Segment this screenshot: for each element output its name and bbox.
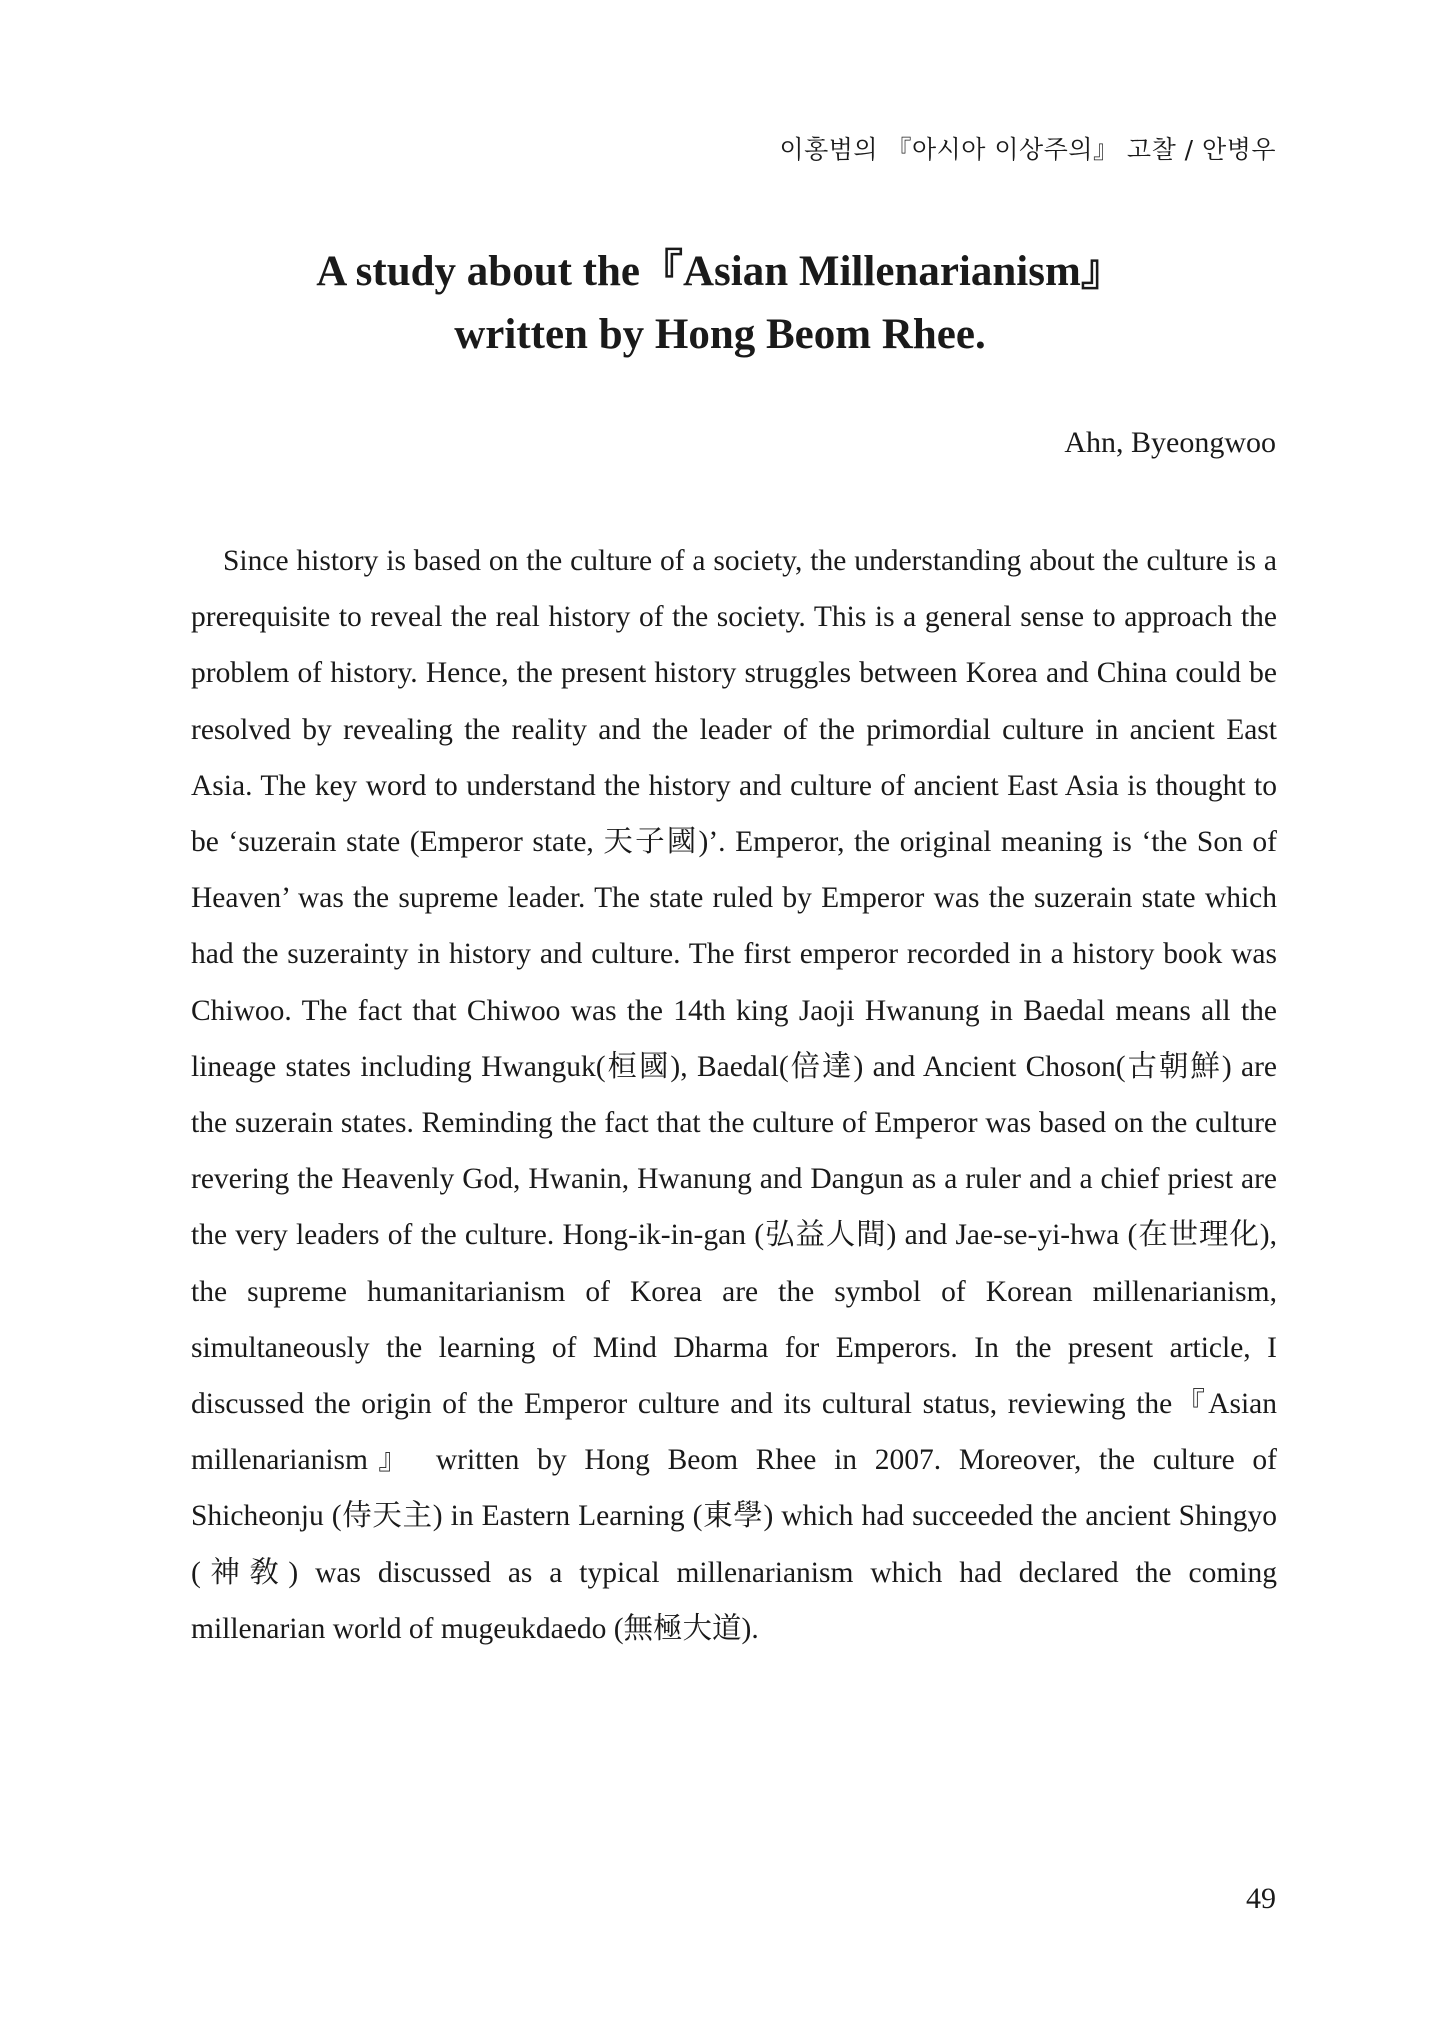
title-line-2: written by Hong Beom Rhee. (454, 311, 986, 358)
title-line-1: A study about the『Asian Millenarianism』 (316, 248, 1124, 295)
abstract-paragraph: Since history is based on the culture of a society, the understanding about the culture is a prerequisite to reveal the real history of the society. This is a general sense to approach the problem of history. Hence, the present history struggles between Korea and China could be resolved by revealing the reality and the leader of the primordial culture in ancient East Asia. The key word to understand the history and culture of ancient East Asia is thought to be ‘suzerain state (Emperor state, 天子國)’. Emperor, the original meaning is ‘the Son of Heaven’ was the supreme leader. The state ruled by Emperor was the suzerain state which had the suzerainty in history and culture. The first emperor recorded in a history book was Chiwoo. The fact that Chiwoo was the 14th king Jaoji Hwanung in Baedal means all the lineage states including Hwanguk(桓國), Baedal(倍達) and Ancient Choson(古朝鮮) are the suzerain states. Reminding the fact that the culture of Emperor was based on the culture revering the Heavenly God, Hwanin, Hwanung and Dangun as a ruler and a chief priest are the very leaders of the culture. Hong-ik-in-gan (弘益人間) and Jae-se-yi-hwa (在世理化), the supreme humanitarianism of Korea are the symbol of Korean millenarianism, simultaneously the learning of Mind Dharma for Emperors. In the present article, I discussed the origin of the Emperor culture and its cultural status, reviewing the『Asian millenarianism』 written by Hong Beom Rhee in 2007. Moreover, the culture of Shicheonju (侍天主) in Eastern Learning (東學) which had succeeded the ancient Shingyo (神敎) was discussed as a typical millenarianism which had declared the coming millenarian world of mugeukdaedo (無極大道). (191, 545, 1277, 1645)
author-name: Ahn, Byeongwoo (1064, 426, 1276, 459)
running-header: 이홍범의 『아시아 이상주의』 고찰 / 안병우 (779, 135, 1276, 164)
page-number: 49 (1246, 1882, 1276, 1915)
article-title (0, 240, 1440, 366)
